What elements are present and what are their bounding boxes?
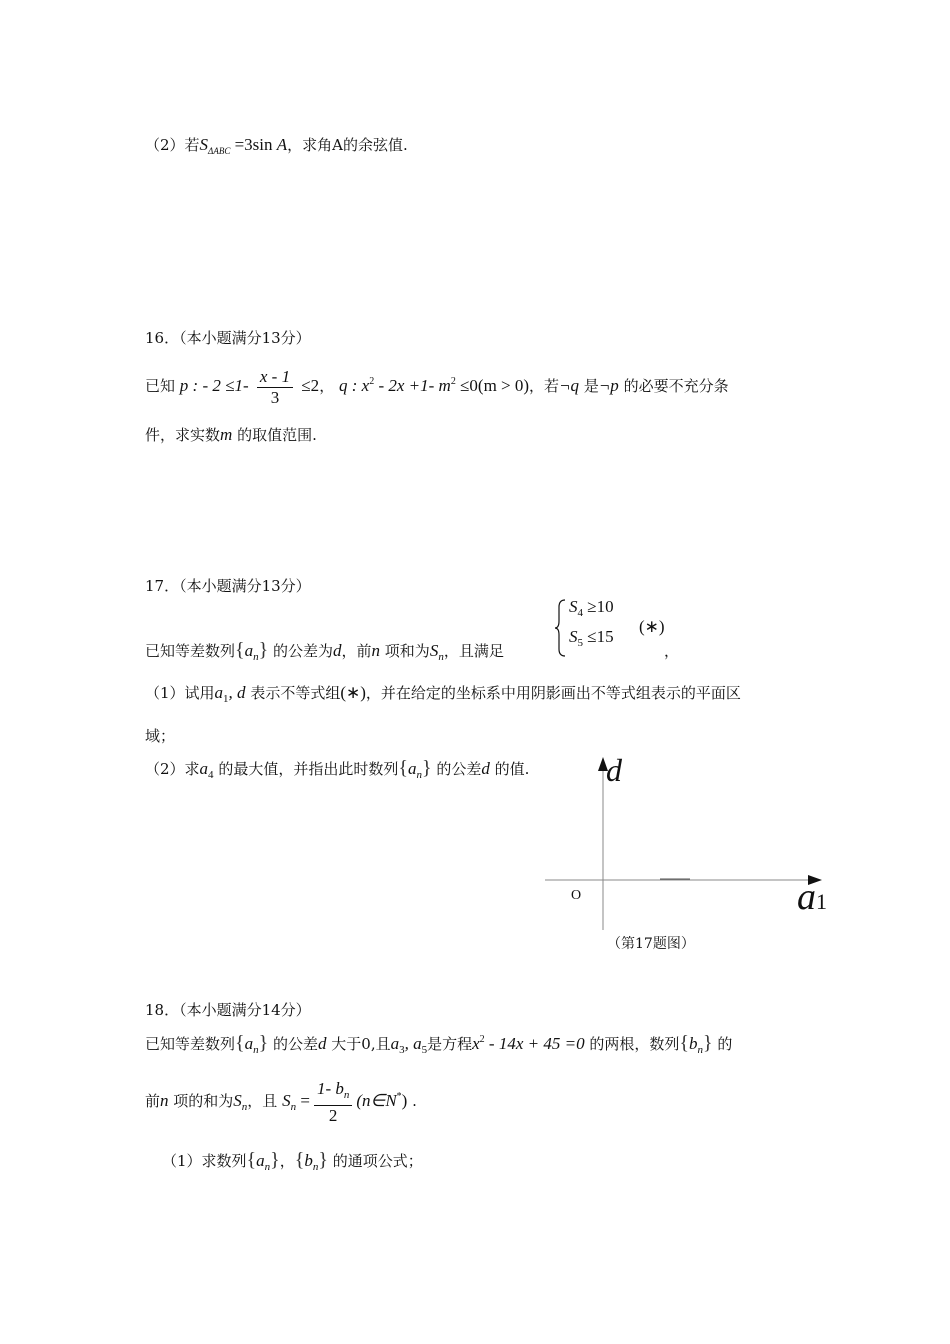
q16-q-expr3: ≤0(m > 0) (455, 376, 530, 395)
q17-intro-a: 已知等差数列 (145, 642, 236, 660)
q16-header: 16．（本小题满分13分） (145, 329, 311, 347)
q17-n: n (371, 641, 381, 660)
q18-line1: 已知等差数列$\{a_n\}$ 的公差d 大于0,且$a_3$, $a_5$是方程$x^2 - 14x + 45 =0$ 的两根，数列$\{b_n\}$ 的 (145, 1032, 733, 1056)
q16-line2-prefix: 件，求实数 (145, 426, 221, 444)
q16-q-expr: q : x (338, 376, 370, 395)
q16-m: m (220, 425, 233, 444)
q16-not-q: ¬q (559, 376, 580, 395)
q17-part1: （1）试用$a_1$, d 表示不等式组(∗)，并在给定的坐标系中用阴影画出不等式组表示的平面区 (145, 683, 741, 705)
q16-p-frac (257, 367, 293, 408)
q17-sys-star: (∗) (639, 617, 665, 636)
q15-expr-rhs: =3sin (230, 135, 277, 154)
q16-cond: 的必要不充分条 (618, 377, 729, 395)
q16-comma: ， (319, 377, 335, 395)
q16-line2-suffix: 的取值范围. (232, 426, 317, 444)
q15-part2-prefix: （2）若 (145, 136, 200, 154)
q16-line2 (145, 425, 317, 445)
q15-expr-S: S (199, 135, 209, 154)
q15-part2 (145, 135, 408, 161)
q17-fig-origin: O (571, 888, 582, 903)
q16-intro: 已知 (145, 377, 176, 395)
q17-S: S (429, 641, 439, 660)
q18-header: 18．（本小题满分14分） (145, 1001, 311, 1019)
q17-header: 17．（本小题满分13分） (145, 577, 311, 595)
q15-part2-suffix: ，求角A的余弦值. (287, 136, 408, 154)
q18-frac: $\frac{1- b_n}{2}$ (314, 1079, 352, 1126)
q16-is: 是 (579, 377, 599, 395)
q17-intro-end: ， (664, 642, 680, 660)
q17-fig-caption: （第17题图） (607, 936, 695, 952)
q17-part1-line2: 域； (145, 727, 176, 745)
q17-coordinate-axes (540, 755, 840, 935)
q17-intro: 已知等差数列$\{a_n\}$ 的公差为d，前n 项和为$S_n$，且满足 (145, 639, 504, 663)
q16-p-frac-num: x - 1 (257, 367, 293, 388)
q16-p-right: ≤2 (297, 376, 320, 395)
q15-expr-A: A (276, 135, 288, 154)
q18-line2: 前n 项的和为$S_n$，且 $S_n$ = $\frac{1- b_n}{2}$ (n∈N*) . (145, 1078, 417, 1125)
q17-sys-line1: $S_4 \ge 10$ (569, 597, 614, 619)
q16-q-sup: 2 (369, 376, 375, 387)
q17-fig-x-label: a1 (797, 876, 827, 918)
q16-q-expr2: - 2x +1- m (374, 376, 451, 395)
q18-part1: （1）求数列$\{a_n\}$，$\{b_n\}$ 的通项公式； (162, 1149, 423, 1173)
q17-seq-a: a (244, 641, 254, 660)
q16-q-sup2: 2 (450, 376, 456, 387)
q15-expr-sub: ΔABC (208, 146, 231, 156)
q17-fig-y-label: d (606, 752, 622, 788)
q16-line1 (145, 362, 729, 408)
q16-p-frac-den: 3 (270, 387, 280, 407)
q16-if: ，若 (529, 377, 560, 395)
q16-p-left: p : - 2 ≤1- (179, 376, 253, 395)
q17-part2: （2）求$a_4$ 的最大值，并指出此时数列$\{a_n\}$ 的公差d 的值. (145, 757, 530, 781)
q17-sys-line2: $S_5 \le 15$ (569, 627, 614, 649)
q17-brace-icon (555, 599, 567, 657)
q17-d: d (333, 641, 342, 660)
q16-not-p: ¬p (598, 376, 619, 395)
